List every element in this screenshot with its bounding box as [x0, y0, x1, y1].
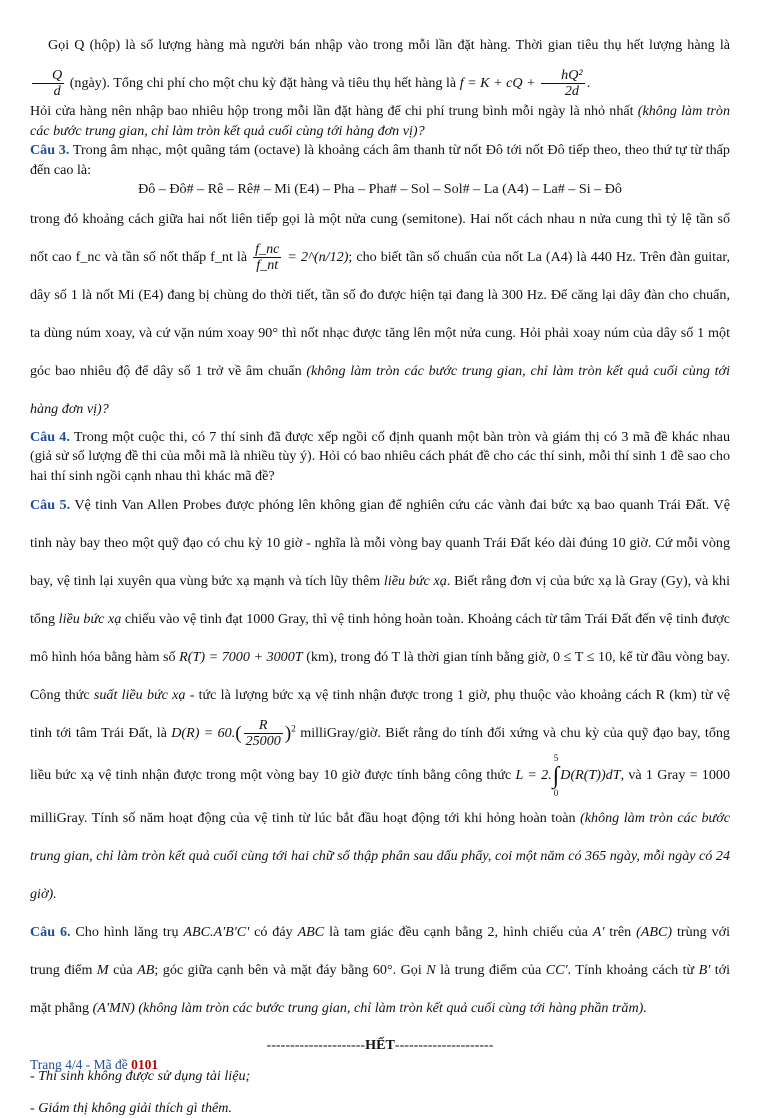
question-5-text2: . Biết rằng đơn vị của bức xạ là Gray (Gy), và khi tổng [30, 573, 730, 627]
point-m: M [96, 961, 109, 978]
question-4-label: Câu 4. [30, 428, 70, 445]
dose-formula-lhs: D(R) = 60. [171, 725, 236, 741]
note-no-materials: - Thí sinh không được sử dụng tài liệu; [30, 1068, 251, 1085]
integral-upper: 5 [553, 752, 559, 763]
note-no-explanation: - Giám thị không giải thích gì thêm. [30, 1099, 232, 1116]
intro-question [30, 102, 730, 141]
music-scale: Đô – Đô# – Rê – Rê# – Mi (E4) – Pha – Pha# – Sol – Sol# – La (A4) – La# – Si – Đô [138, 181, 622, 197]
distance-function: R(T) = 7000 + 3000T [179, 649, 303, 665]
question-6-label: Câu 6. [30, 923, 71, 940]
time-fraction-num: Q [32, 68, 64, 84]
end-dashes-right: --------------------- [394, 1036, 494, 1053]
intro-paragraph: Gọi Q (hộp) là số lượng hàng mà người bán nhập vào trong mỗi lần đặt hàng. Thời gian tiêu thụ hết lượng hàng là $\frac{Q}{d}$ (ngày). Tổng chi phí cho một chu kỳ đặt hàng và tiêu thụ hết hàng là f = K + cQ + $\frac{\text{hQ²}}{2d}$ . [30, 26, 730, 102]
cost-fraction-num: hQ² [541, 68, 584, 84]
base-name: ABC [297, 923, 325, 940]
exam-page [30, 26, 730, 1118]
prism-name: ABC.A'B'C' [183, 923, 250, 940]
question-6-text2: có đáy [254, 923, 293, 940]
question-6-text9: . Tính khoảng cách từ [567, 961, 695, 978]
intro-mid-text: (ngày). Tổng chi phí cho một chu kỳ đặt hàng và tiêu thụ hết hàng là [69, 75, 457, 91]
intro-note: (không làm tròn các bước trung gian, chỉ làm tròn kết quả cuối cùng tới hàng đơn vị)? [30, 103, 730, 139]
question-5-text7: , và 1 Gray = 1000 milliGray. Tính số năm hoạt động của vệ tinh từ lúc bắt đầu hoạt động tới khi hỏng hoàn toàn [30, 767, 730, 826]
question-3-text3: ; cho biết tần số chuẩn của nốt La (A4) là 440 Hz. Trên đàn guitar, dây số 1 là nốt Mi (E4) đang bị chùng do thời tiết, tần số đo được hiện tại đang là 300 Hz. Để căng lại dây đàn cho chuẩn, ta dùng núm xoay, và cứ vặn núm xoay 90° thì nốt nhạc được tăng lên một nửa cung. Hỏi phải xoay núm của dây số 1 một góc bao nhiêu độ để dây số 1 trở về âm chuẩn [30, 248, 730, 379]
question-5: Câu 5. Vệ tinh Van Allen Probes được phóng lên không gian để nghiên cứu các vành đai bức xạ bao quanh Trái Đất. Vệ tinh này bay theo một quỹ đạo có chu kỳ 10 giờ - nghĩa là mỗi vòng bay quanh Trái Đất kéo dài đúng 10 giờ. Cứ mỗi vòng bay, vệ tinh lại xuyên qua vùng bức xạ mạnh và tích lũy thêm liều bức xạ. Biết rằng đơn vị của bức xạ là Gray (Gy), và khi tổng liều bức xạ chiếu vào vệ tinh đạt 1000 Gray, thì vệ tinh hỏng hoàn toàn. Khoảng cách từ tâm Trái Đất đến vệ tinh được mô hình hóa bằng hàm số R(T) = 7000 + 3000T (km), trong đó T là thời gian tính bằng giờ, 0 ≤ T ≤ 10, kể từ đầu vòng bay. Công thức suất liều bức xạ - tức là lượng bức xạ vệ tinh nhận được trong 1 giờ, phụ thuộc vào khoảng cách R (km) từ vệ tinh tới tâm Trái Đất, là D(R) = 60.( $\frac{R}{25000}$ )$^2$ milliGray/giờ. Biết rằng do tính đối xứng và chu kỳ của quỹ đạo bay, tổng liều bức xạ vệ tinh nhận được trong một vòng bay 10 giờ được tính bằng công thức L = 2.5 ∫ 0D(R(T))dT, và 1 Gray = 1000 milliGray. Tính số năm hoạt động của vệ tinh từ lúc bắt đầu hoạt động tới khi hỏng hoàn toàn (không làm tròn các bước trung gian, chỉ làm tròn kết quả cuối cùng tới hai chữ số thập phân sau dấu phẩy, coi một năm có 365 ngày, mỗi ngày có 24 giờ). [30, 497, 731, 902]
question-4-text: Trong một cuộc thi, có 7 thí sinh đã được xếp ngồi cố định quanh một bàn tròn và giám thị có 3 mã đề khác nhau (giả sử số lượng đề thi của mỗi mã là nhiều tùy ý). Hỏi có bao nhiêu cách phát đề cho các thí sinh, mỗi thí sinh 1 đề sao cho hai thí sinh ngồi cạnh nhau thì khác mã đề? [30, 428, 730, 484]
question-3-text2: trong đó khoảng cách giữa hai nốt liên tiếp gọi là một nửa cung (semitone). Hai nốt cách nhau n nửa cung thì tỷ lệ tần số nốt cao f_nc và tần số nốt thấp f_nt là [30, 210, 730, 265]
question-6-text5: trùng với trung điểm [30, 923, 731, 978]
question-5-em3: suất liều bức xạ [93, 687, 186, 703]
question-6-text8: là trung điểm của [440, 961, 542, 978]
frequency-ratio-den: f_nt [256, 256, 279, 273]
question-6-note: (không làm tròn các bước trung gian, chỉ làm tròn kết quả cuối cùng tới hàng phần trăm). [138, 999, 647, 1016]
question-5-text5: - tức là lượng bức xạ vệ tinh nhận được trong 1 giờ, phụ thuộc vào khoảng cách R (km) từ vệ tinh tới tâm Trái Đất, là [30, 687, 730, 741]
cost-fraction [541, 68, 584, 99]
plane-abc: (ABC) [636, 923, 673, 940]
integral-lhs: L = 2. [515, 767, 552, 783]
question-3-body [30, 200, 730, 428]
point-n: N [426, 961, 436, 978]
frequency-ratio-rhs: = 2^(n/12) [287, 248, 349, 265]
question-6-text4: trên [609, 923, 632, 940]
question-5-label: Câu 5. [30, 497, 71, 513]
end-dashes-left: --------------------- [266, 1036, 366, 1053]
segment-ab: AB [137, 961, 155, 978]
question-6-text3: là tam giác đều cạnh bằng 2, hình chiếu của [329, 923, 588, 940]
integral-lower: 0 [553, 787, 559, 798]
question-5-text1: Vệ tinh Van Allen Probes được phóng lên không gian để nghiên cứu các vành đai bức xạ bao quanh Trái Đất. Vệ tinh này bay theo một quỹ đạo có chu kỳ 10 giờ - nghĩa là mỗi vòng bay quanh Trái Đất kéo dài đúng 10 giờ. Cứ mỗi vòng bay, vệ tinh lại xuyên qua vùng bức xạ mạnh và tích lũy thêm [30, 497, 730, 589]
dose-exponent: 2 [291, 724, 296, 735]
question-5-text4: (km), trong đó T là thời gian tính bằng giờ, 0 ≤ T ≤ 10, kể từ đầu vòng bay. Công thức [30, 649, 730, 703]
question-6-text10: tới mặt phẳng [30, 961, 731, 1016]
intro-question-text: Hỏi cửa hàng nên nhập bao nhiêu hộp trong mỗi lần đặt hàng để chi phí trung bình mỗi ngày là nhỏ nhất [30, 103, 634, 119]
end-word: HẾT [365, 1036, 395, 1053]
question-5-text6: milliGray/giờ. Biết rằng do tính đối xứng và chu kỳ của quỹ đạo bay, tổng liều bức xạ vệ tinh nhận được trong một vòng bay 10 giờ được tính bằng công thức [30, 725, 730, 783]
question-5-text3: chiếu vào vệ tinh đạt 1000 Gray, thì vệ tinh hỏng hoàn toàn. Khoảng cách từ tâm Trái Đất đến vệ tinh được mô hình hóa bằng hàm số [30, 611, 730, 665]
question-3 [30, 141, 730, 180]
page-footer [30, 1057, 158, 1073]
integral-body: D(R(T))dT [560, 767, 621, 783]
frequency-ratio [253, 242, 281, 273]
exam-code: 0101 [131, 1057, 159, 1072]
question-6-text6: của [113, 961, 133, 978]
time-fraction [32, 68, 64, 99]
question-5-em2: liều bức xạ [58, 611, 122, 627]
integral-sign: 5 ∫ 0 [552, 752, 560, 798]
question-6 [30, 913, 730, 1027]
cost-fraction-den: 2d [564, 83, 579, 100]
question-6-text7: ; góc giữa cạnh bên và mặt đáy bằng 60°. Gọi [154, 961, 422, 978]
question-5-note: (không làm tròn các bước trung gian, chỉ làm tròn kết quả cuối cùng tới hai chữ số thập phân sau dấu phẩy, coi một năm có 365 ngày, mỗi ngày có 24 giờ). [30, 809, 731, 902]
question-3-text1: Trong âm nhạc, một quãng tám (octave) là khoảng cách âm thanh từ nốt Đô tới nốt Đô tiếp theo, theo thứ tự từ thấp đến cao là: [30, 142, 730, 178]
question-5-em1: liều bức xạ [383, 573, 447, 589]
segment-cc-prime: CC' [545, 961, 568, 978]
plane-amn: (A'MN) [92, 999, 135, 1016]
end-marker [30, 1036, 730, 1056]
dose-fraction-num: R [244, 718, 283, 734]
dose-fraction-den: 25000 [245, 733, 281, 750]
dose-fraction [244, 718, 283, 749]
point-b-prime: B' [698, 961, 711, 978]
point-a-prime: A' [592, 923, 605, 940]
footer-text: Trang 4/4 - Mã đề [30, 1057, 128, 1072]
question-4 [30, 428, 730, 487]
frequency-ratio-num: f_nc [255, 240, 280, 257]
question-3-note: (không làm tròn các bước trung gian, chỉ làm tròn kết quả cuối cùng tới hàng đơn vị)? [30, 362, 730, 417]
question-6-text1: Cho hình lăng trụ [75, 923, 179, 940]
time-fraction-den: d [53, 83, 61, 100]
intro-text: Gọi Q (hộp) là số lượng hàng mà người bán nhập vào trong mỗi lần đặt hàng. Thời gian tiêu thụ hết lượng hàng là [48, 37, 730, 53]
cost-formula: f = K + cQ + [459, 75, 536, 91]
question-3-label: Câu 3. [30, 142, 70, 158]
